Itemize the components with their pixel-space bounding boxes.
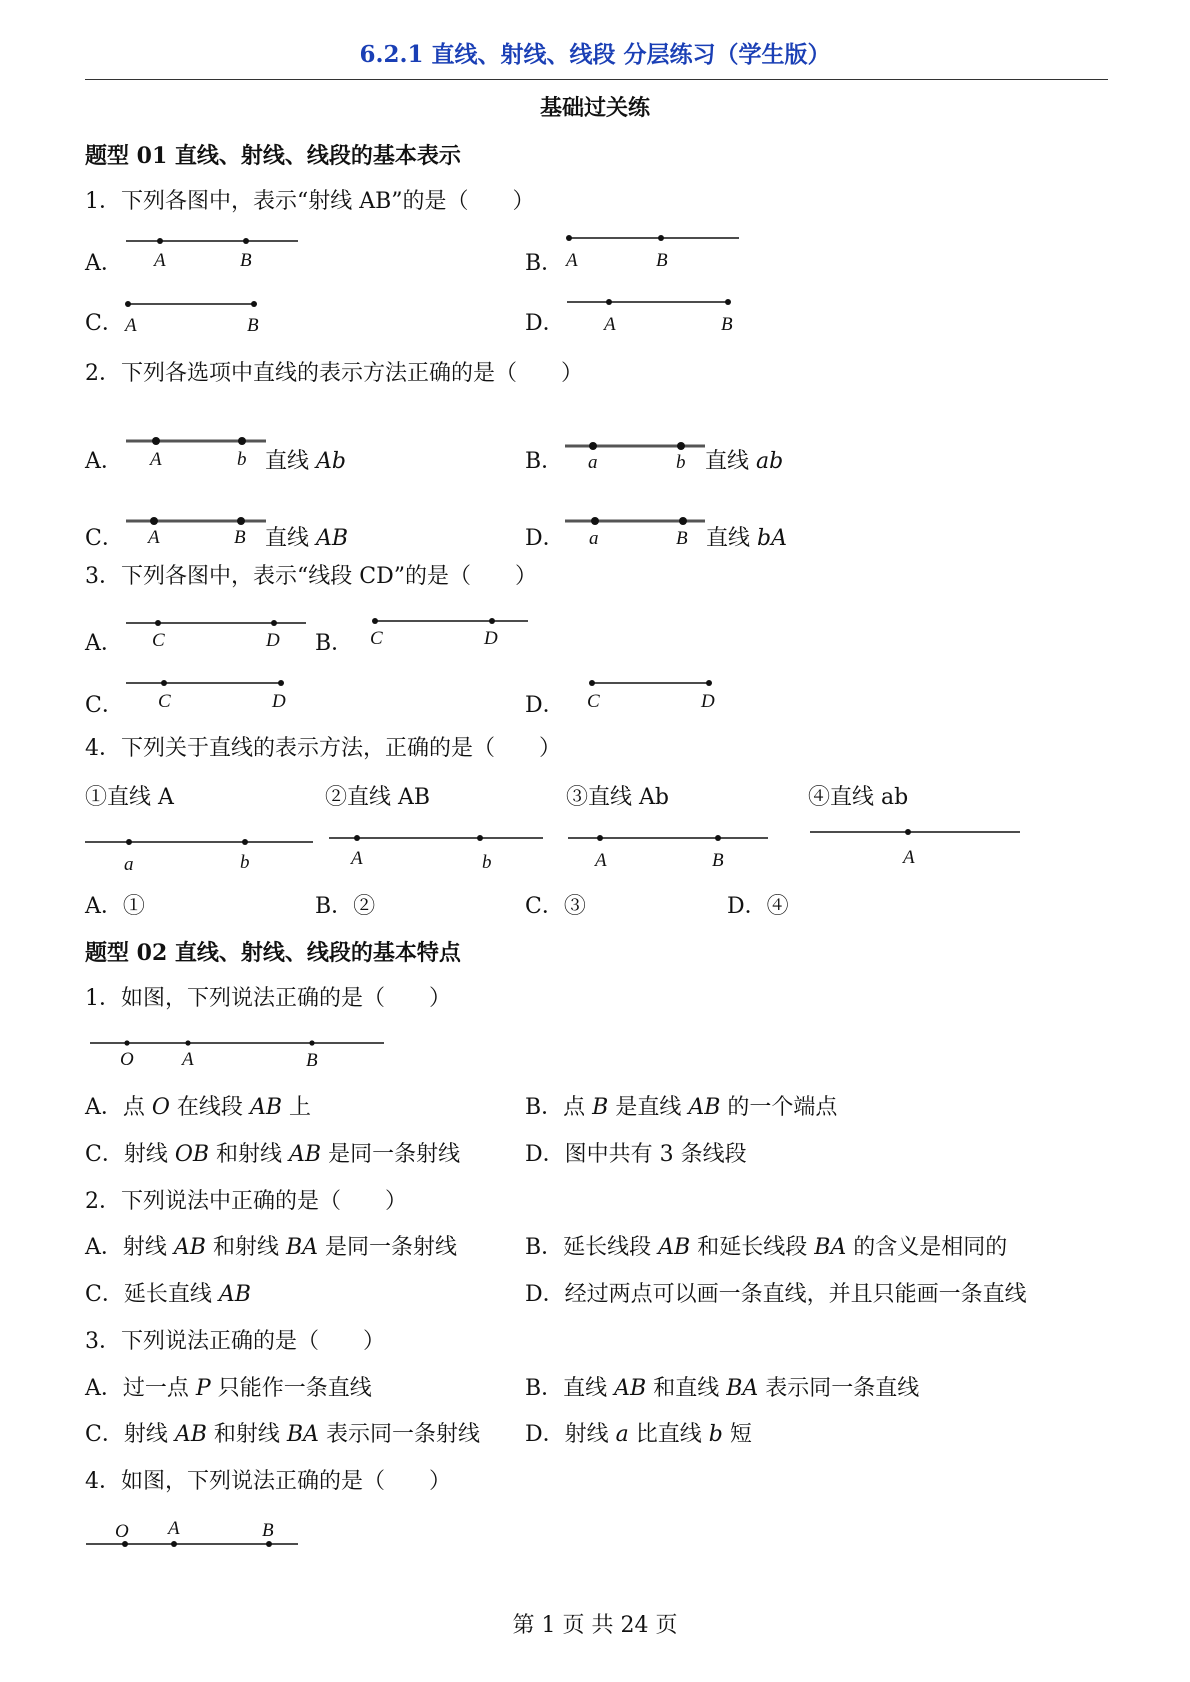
point-label-b: B <box>240 250 252 271</box>
point-label-a: A <box>154 250 166 271</box>
point-label-b: B <box>306 1050 318 1071</box>
point-label-d: D <box>272 691 286 712</box>
section-title: 基础过关练 <box>539 95 650 121</box>
type1-heading: 题型 01 直线、射线、线段的基本表示 <box>85 143 461 169</box>
point-label: A <box>150 449 162 470</box>
q3-figure-d <box>585 668 735 712</box>
q2-figure-d <box>563 510 713 550</box>
q2-caption-b: 直线 ab <box>705 449 784 474</box>
q2-opt-d: D． <box>525 526 565 551</box>
point-label-b: B <box>247 315 259 336</box>
point-label-o: O <box>120 1049 134 1070</box>
q4-opt-d: D．④ <box>727 894 789 919</box>
q3-opt-a: A． <box>85 631 123 656</box>
point-label-c: C <box>152 630 165 651</box>
point-label: A <box>903 847 915 868</box>
q4-item-1: ①直线 A <box>85 785 174 810</box>
q3-stem: 3．下列各图中，表示“线段 CD”的是（ ） <box>85 564 537 589</box>
q2-caption-d: 直线 bA <box>706 526 787 551</box>
q4-item-3: ③直线 Ab <box>566 785 669 810</box>
q1-opt-a: A． <box>85 251 123 276</box>
page-title: 6.2.1 直线、射线、线段 分层练习（学生版） <box>359 41 831 68</box>
t2q4-figure <box>85 1515 305 1560</box>
point-label: b <box>676 452 686 473</box>
point-label-c: C <box>158 691 171 712</box>
t2q3-opt-b: B．直线 AB 和直线 BA 表示同一条直线 <box>525 1376 920 1401</box>
point-label: B <box>712 850 724 871</box>
t2q2-opt-c: C．延长直线 AB <box>85 1282 251 1307</box>
point-label-b: B <box>262 1520 274 1541</box>
q1-figure-b <box>563 222 753 272</box>
q4-figure-1 <box>85 830 315 875</box>
point-label: b <box>240 852 250 873</box>
t2q1-opt-d: D．图中共有 3 条线段 <box>525 1142 747 1167</box>
q2-opt-b: B． <box>525 449 564 474</box>
q2-figure-c <box>124 510 274 550</box>
q3-figure-c <box>124 668 294 712</box>
q4-figure-4 <box>808 820 1028 870</box>
t2q2-opt-b: B．延长线段 AB 和延长线段 BA 的含义是相同的 <box>525 1235 1008 1260</box>
point-label: b <box>482 852 492 873</box>
point-label: A <box>148 527 160 548</box>
point-label: a <box>124 854 134 875</box>
point-label-c: C <box>370 628 383 649</box>
type2-heading: 题型 02 直线、射线、线段的基本特点 <box>85 940 461 966</box>
q3-opt-b: B． <box>315 631 354 656</box>
t2q2-opt-a: A．射线 AB 和射线 BA 是同一条射线 <box>85 1235 458 1260</box>
point-label-a: A <box>566 250 578 271</box>
q2-figure-a <box>124 430 274 470</box>
q1-opt-d: D． <box>525 311 565 336</box>
q2-opt-c: C． <box>85 526 124 551</box>
point-label-a: A <box>125 315 137 336</box>
point-label: B <box>676 528 688 549</box>
q3-opt-d: D． <box>525 693 565 718</box>
point-label: A <box>351 848 363 869</box>
q4-opt-c: C．③ <box>525 894 586 919</box>
q1-opt-b: B． <box>525 251 564 276</box>
page-number: 第 1 页 共 24 页 <box>512 1613 678 1638</box>
q3-opt-c: C． <box>85 693 124 718</box>
t2q1-stem: 1．如图，下列说法正确的是（ ） <box>85 986 451 1011</box>
t2q2-opt-d: D．经过两点可以画一条直线，并且只能画一条直线 <box>525 1282 1027 1307</box>
q2-caption-a: 直线 Ab <box>265 449 346 474</box>
point-label-d: D <box>484 628 498 649</box>
t2q3-opt-d: D．射线 a 比直线 b 短 <box>525 1422 752 1447</box>
t2q2-stem: 2．下列说法中正确的是（ ） <box>85 1189 407 1214</box>
point-label: b <box>237 449 247 470</box>
q1-figure-a <box>120 225 310 275</box>
header-rule <box>85 79 1108 80</box>
q3-figure-b <box>368 606 538 649</box>
point-label-a: A <box>182 1049 194 1070</box>
point-label-a: A <box>604 314 616 335</box>
q2-caption-c: 直线 AB <box>265 526 349 551</box>
point-label: a <box>588 452 598 473</box>
point-label-c: C <box>587 691 600 712</box>
point-label-b: B <box>721 314 733 335</box>
point-label: a <box>589 528 599 549</box>
q4-item-4: ④直线 ab <box>808 785 909 810</box>
t2q3-opt-c: C．射线 AB 和射线 BA 表示同一条射线 <box>85 1422 480 1447</box>
q2-opt-a: A． <box>85 449 123 474</box>
t2q3-opt-a: A．过一点 P 只能作一条直线 <box>85 1376 372 1401</box>
q4-item-2: ②直线 AB <box>325 785 431 810</box>
q2-stem: 2．下列各选项中直线的表示方法正确的是（ ） <box>85 361 583 386</box>
t2q1-opt-c: C．射线 OB 和射线 AB 是同一条射线 <box>85 1142 461 1167</box>
t2q1-opt-b: B．点 B 是直线 AB 的一个端点 <box>525 1095 838 1120</box>
t2q1-figure <box>88 1035 388 1075</box>
q4-opt-a: A．① <box>85 894 145 919</box>
q4-figure-2 <box>325 826 545 871</box>
q3-figure-a <box>124 608 314 651</box>
t2q1-opt-a: A．点 O 在线段 AB 上 <box>85 1095 311 1120</box>
q1-figure-c <box>120 288 270 338</box>
q1-figure-d <box>563 286 753 336</box>
t2q4-stem: 4．如图，下列说法正确的是（ ） <box>85 1469 451 1494</box>
q2-figure-b <box>563 435 713 475</box>
point-label-d: D <box>266 630 280 651</box>
t2q3-stem: 3．下列说法正确的是（ ） <box>85 1329 385 1354</box>
point-label-a: A <box>168 1518 180 1539</box>
q4-figure-3 <box>566 826 776 871</box>
q1-opt-c: C． <box>85 311 124 336</box>
point-label-o: O <box>115 1521 129 1542</box>
point-label-b: B <box>656 250 668 271</box>
q1-stem: 1．下列各图中，表示“射线 AB”的是（ ） <box>85 189 535 214</box>
q4-stem: 4．下列关于直线的表示方法，正确的是（ ） <box>85 736 561 761</box>
point-label: A <box>595 850 607 871</box>
point-label-d: D <box>701 691 715 712</box>
point-label: B <box>234 527 246 548</box>
q4-opt-b: B．② <box>315 894 376 919</box>
